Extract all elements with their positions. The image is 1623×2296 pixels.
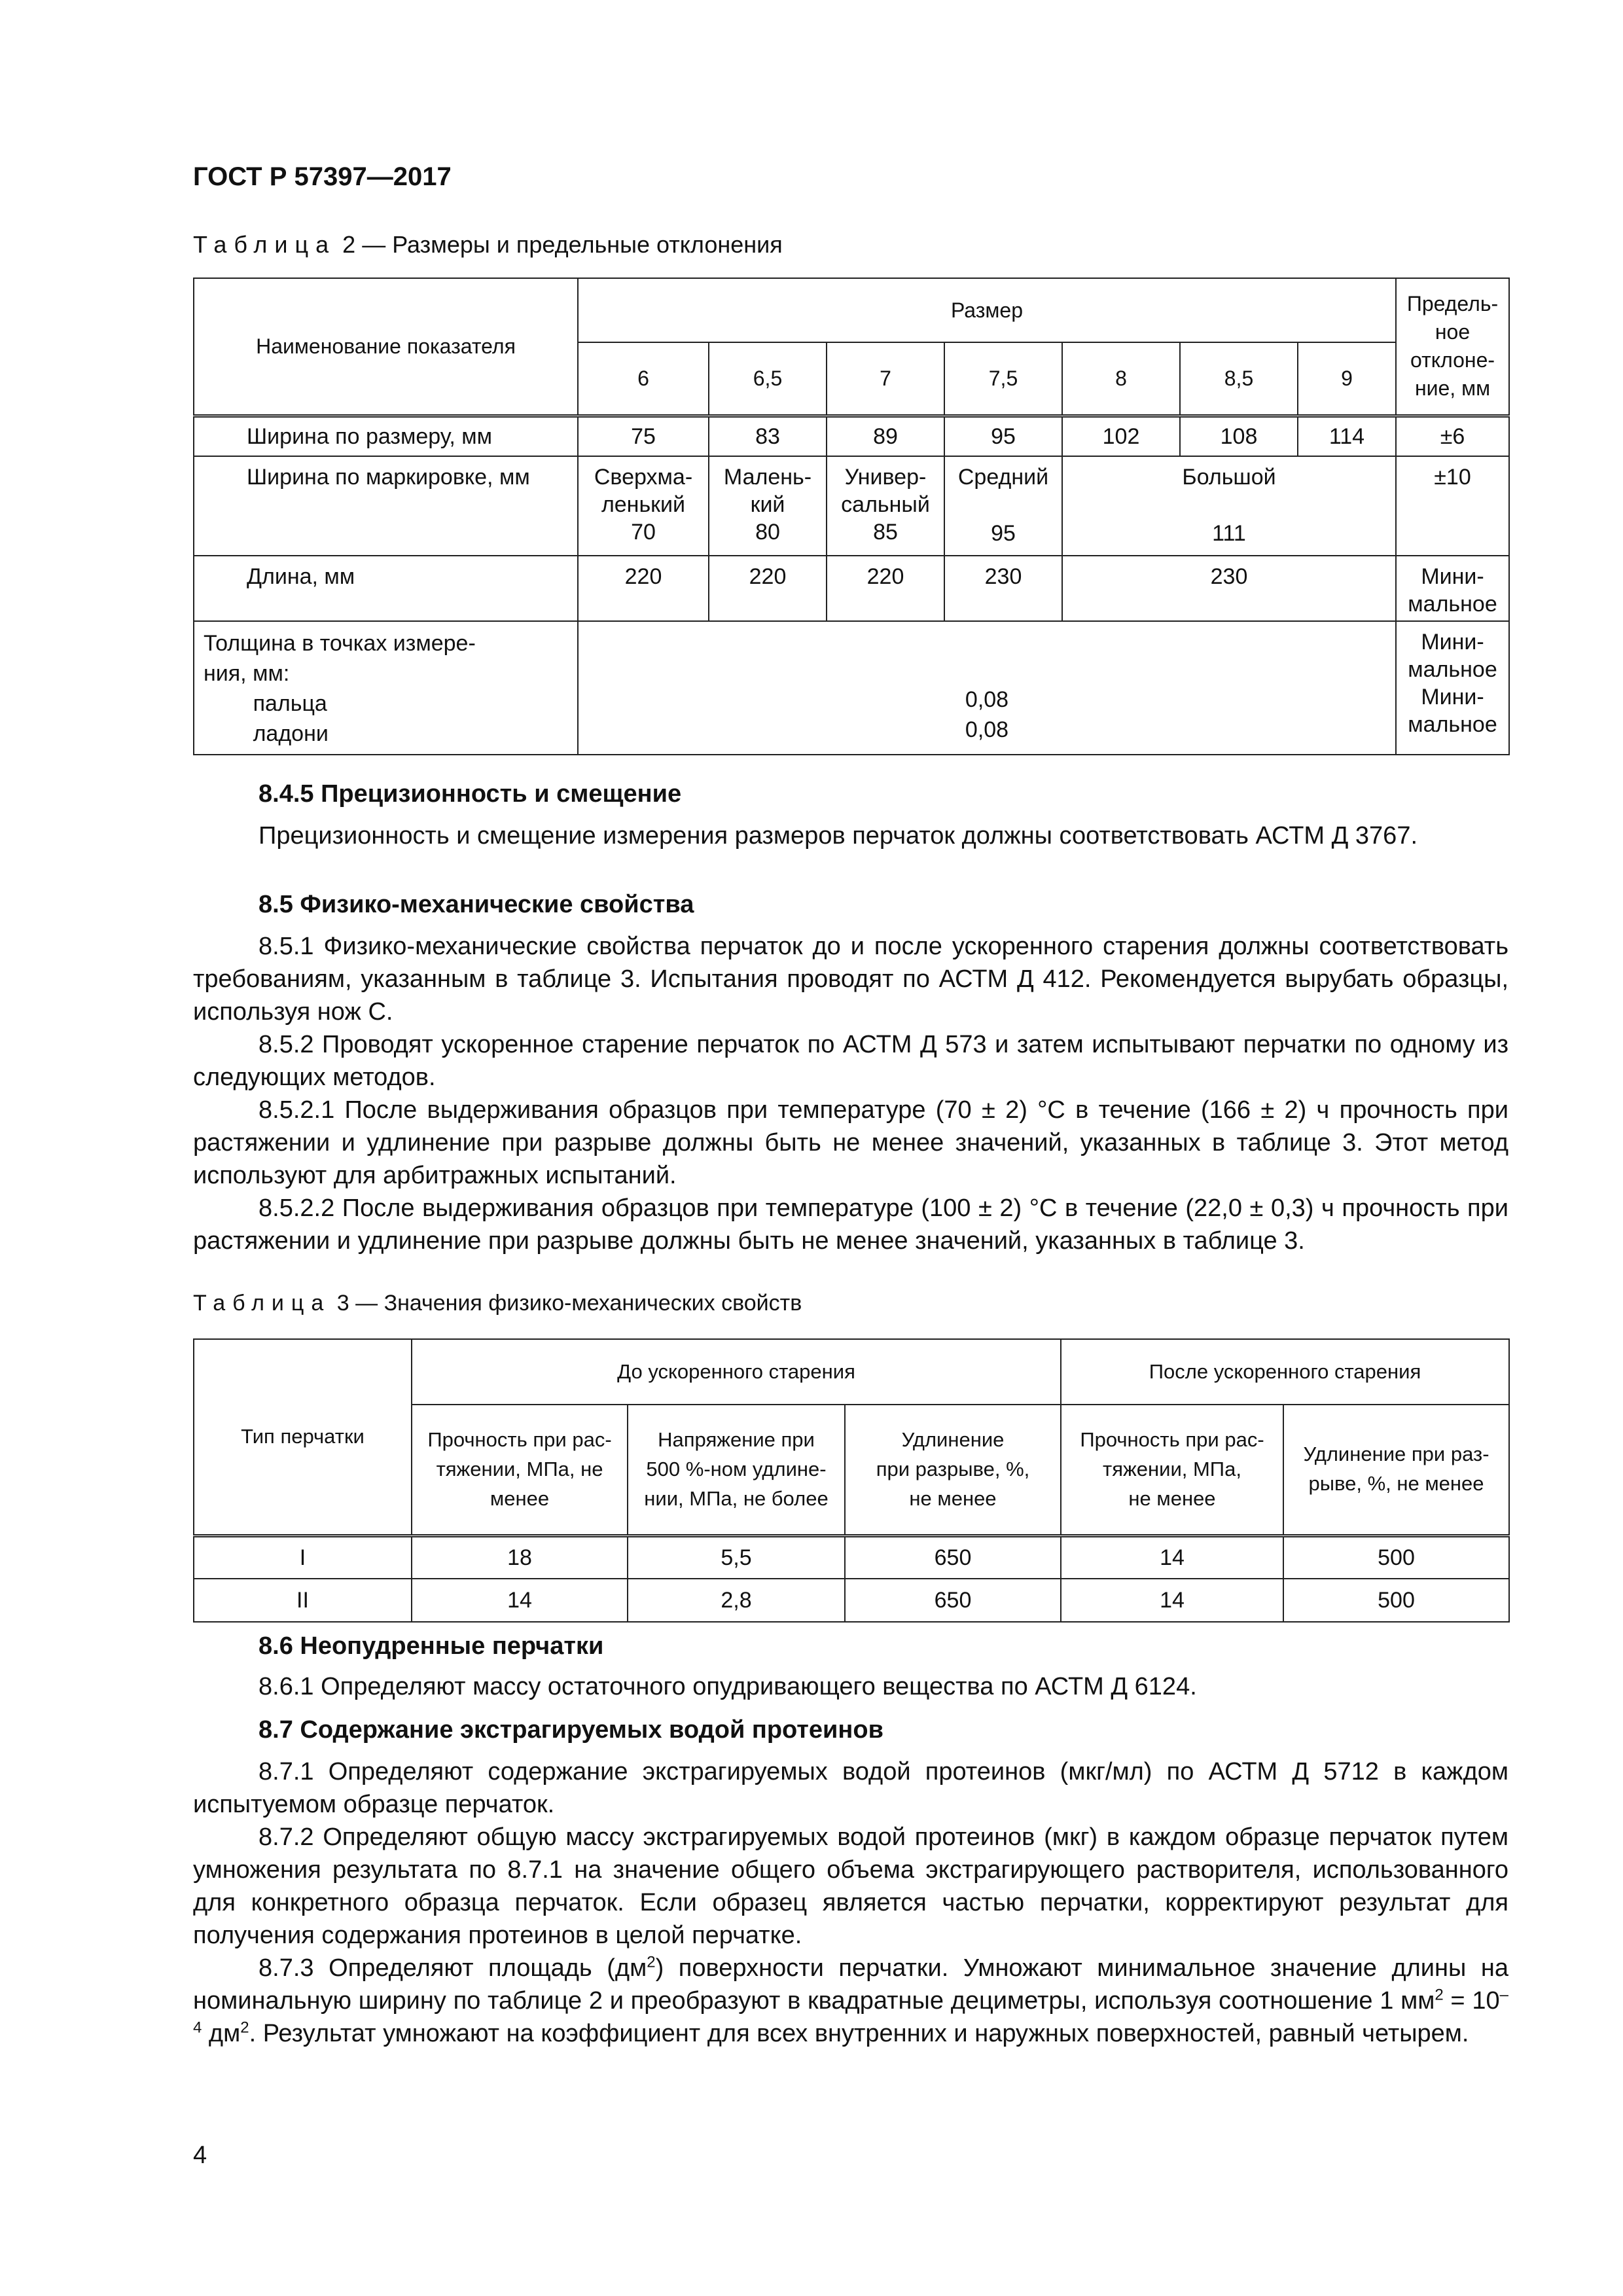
t2-cell	[1062, 456, 1396, 556]
t2-cell: 95	[944, 416, 1062, 456]
text-run: ) поверхности перчатки. Умножают минимальное значение длины на номинальную ширину по таблице 2 и преобразуют в квадратные дециметры, используя соотношение 1 мм	[193, 1954, 1508, 2015]
table3-caption	[193, 1291, 802, 1316]
t3-col-head: Прочность при рас- тяжении, МПа, не менее	[412, 1405, 628, 1535]
text-run: = 10	[1443, 1987, 1500, 2015]
t3-col-head: Удлинение при разрыве, %, не менее	[845, 1405, 1061, 1535]
t3-cell-type: II	[194, 1579, 412, 1622]
t2-size: 8,5	[1180, 342, 1298, 416]
t2-cell: Малень- кий 80	[709, 456, 827, 556]
t3-cell: 14	[412, 1579, 628, 1622]
t2-cell: 220	[578, 556, 709, 621]
t2-size: 7	[827, 342, 944, 416]
section-8-7	[193, 1713, 1508, 2050]
table-row	[194, 416, 1509, 456]
heading-8-6: 8.6 Неопудренные перчатки	[259, 1632, 604, 1660]
table2-caption-word: Таблица	[193, 231, 336, 258]
table2-dimensions	[193, 278, 1510, 755]
t2-head-name: Наименование показателя	[194, 278, 578, 416]
t2-cell-deviation: Мини- мальное	[1396, 556, 1509, 621]
t3-cell: 5,5	[628, 1535, 845, 1579]
t2-cell: Сверхма- ленький 70	[578, 456, 709, 556]
t3-cell: 14	[1061, 1579, 1283, 1622]
table3-caption-word: Таблица	[193, 1291, 331, 1316]
t2-cell: 89	[827, 416, 944, 456]
t2-row-label: Длина, мм	[194, 556, 578, 621]
t3-cell: 500	[1283, 1579, 1509, 1622]
t2-cell-deviation: ±10	[1396, 456, 1509, 556]
t2-head-deviation: Предель- ное отклоне- ние, мм	[1396, 278, 1509, 416]
t2-cell: 114	[1298, 416, 1396, 456]
text-run: дм	[202, 2020, 241, 2047]
t2-cell-value: 95	[991, 520, 1016, 546]
table-row	[194, 456, 1509, 556]
t2-cell: 230	[944, 556, 1062, 621]
paragraph: Прецизионность и смещение измерения размеров перчаток должны соответствовать АСТМ Д 3767.	[259, 822, 1418, 850]
superscript: 2	[1435, 1986, 1444, 2004]
t2-cell: 220	[709, 556, 827, 621]
section-8-6	[193, 1630, 1508, 1703]
paragraph: 8.5.1 Физико-механические свойства перчаток до и после ускоренного старения должны соответствовать требованиям, указанным в таблице 3. Испытания проводят по АСТМ Д 412. Рекомендуется вырубать образцы, используя нож С.	[193, 933, 1508, 1026]
t2-row-label: Ширина по размеру, мм	[194, 416, 578, 456]
page-number: 4	[193, 2142, 207, 2169]
t2-cell	[944, 456, 1062, 556]
t3-cell-type: I	[194, 1535, 412, 1579]
heading-8-7: 8.7 Содержание экстрагируемых водой протеинов	[259, 1716, 883, 1744]
heading-8-4-5: 8.4.5 Прецизионность и смещение	[259, 780, 682, 808]
t2-cell-label: Средний	[957, 465, 1049, 490]
t3-cell: 650	[845, 1579, 1061, 1622]
t3-col-head: Напряжение при 500 %-ном удлине- нии, МПа, не более	[628, 1405, 845, 1535]
table-row	[194, 1535, 1509, 1579]
table-row	[194, 556, 1509, 621]
t2-size: 8	[1062, 342, 1180, 416]
t2-cell-value: 111	[1212, 520, 1246, 546]
t3-head-after: После ускоренного старения	[1061, 1339, 1509, 1405]
table3-properties	[193, 1338, 1510, 1623]
paragraph: 8.7.1 Определяют содержание экстрагируемых водой протеинов (мкг/мл) по АСТМ Д 5712 в каждом испытуемом образце перчаток.	[193, 1758, 1508, 1818]
t3-cell: 500	[1283, 1535, 1509, 1579]
t2-size: 7,5	[944, 342, 1062, 416]
section-8-5	[193, 888, 1508, 1257]
text-run: 8.7.3 Определяют площадь (дм	[259, 1954, 647, 1982]
table2-caption	[193, 231, 783, 259]
section-8-4-5	[193, 778, 1508, 852]
t3-cell: 14	[1061, 1535, 1283, 1579]
t2-cell-deviation: ±6	[1396, 416, 1509, 456]
t3-head-type: Тип перчатки	[194, 1339, 412, 1535]
heading-8-5: 8.5 Физико-механические свойства	[259, 891, 694, 918]
t3-head-before: До ускоренного старения	[412, 1339, 1061, 1405]
t2-cell: 220	[827, 556, 944, 621]
paragraph: 8.7.2 Определяют общую массу экстрагируемых водой протеинов (мкг) в каждом образце перчаток путем умножения результата по 8.7.1 на значение общего объема экстрагирующего растворителя, использованного для конкретного образца перчаток. Если образец является частью перчатки, корректируют результат для получения содержания протеинов в целой перчатке.	[193, 1823, 1508, 1949]
t2-cell: Универ- сальный 85	[827, 456, 944, 556]
table-row	[194, 621, 1509, 755]
paragraph: 8.5.2.2 После выдерживания образцов при температуре (100 ± 2) °С в течение (22,0 ± 0,3) ч прочность при растяжении и удлинение при разрыве должны быть не менее значений, указанных в таблице 3.	[193, 1194, 1508, 1255]
t3-cell: 650	[845, 1535, 1061, 1579]
t2-cell-label: Большой	[1182, 465, 1276, 490]
paragraph: 8.6.1 Определяют массу остаточного опудривающего вещества по АСТМ Д 6124.	[259, 1673, 1197, 1700]
t3-cell: 18	[412, 1535, 628, 1579]
t2-cell: 108	[1180, 416, 1298, 456]
document-id: ГОСТ Р 57397—2017	[193, 162, 452, 191]
paragraph	[193, 1952, 1508, 2050]
t2-cell: 230	[1062, 556, 1396, 621]
t3-col-head: Удлинение при раз- рыве, %, не менее	[1283, 1405, 1509, 1535]
text-run: . Результат умножают на коэффициент для всех внутренних и наружных поверхностей, равный четырем.	[249, 2020, 1469, 2047]
t2-size: 9	[1298, 342, 1396, 416]
t3-col-head: Прочность при рас- тяжении, МПа, не менее	[1061, 1405, 1283, 1535]
t2-size: 6	[578, 342, 709, 416]
t2-head-size: Размер	[578, 278, 1396, 342]
table2-caption-text: 2 — Размеры и предельные отклонения	[342, 231, 783, 258]
superscript: 2	[240, 2018, 249, 2037]
t3-cell: 2,8	[628, 1579, 845, 1622]
t2-cell: 0,08 0,08	[578, 621, 1396, 755]
t2-cell: 102	[1062, 416, 1180, 456]
t2-row-label: Ширина по маркировке, мм	[194, 456, 578, 556]
t2-cell: 83	[709, 416, 827, 456]
superscript: 2	[647, 1953, 656, 1971]
paragraph: 8.5.2 Проводят ускоренное старение перчаток по АСТМ Д 573 и затем испытывают перчатки по одному из следующих методов.	[193, 1031, 1508, 1091]
t2-size: 6,5	[709, 342, 827, 416]
t2-cell-deviation: Мини- мальное Мини- мальное	[1396, 621, 1509, 755]
table-row	[194, 1579, 1509, 1622]
t2-cell: 75	[578, 416, 709, 456]
superscript: –4	[193, 1986, 1508, 2037]
t2-row-label: Толщина в точках измере- ния, мм: пальца ладони	[194, 621, 578, 755]
table3-caption-text: 3 — Значения физико-механических свойств	[336, 1291, 802, 1316]
paragraph: 8.5.2.1 После выдерживания образцов при температуре (70 ± 2) °С в течение (166 ± 2) ч прочность при растяжении и удлинение при разрыве должны быть не менее значений, указанных в таблице 3. Этот метод используют для арбитражных испытаний.	[193, 1096, 1508, 1189]
